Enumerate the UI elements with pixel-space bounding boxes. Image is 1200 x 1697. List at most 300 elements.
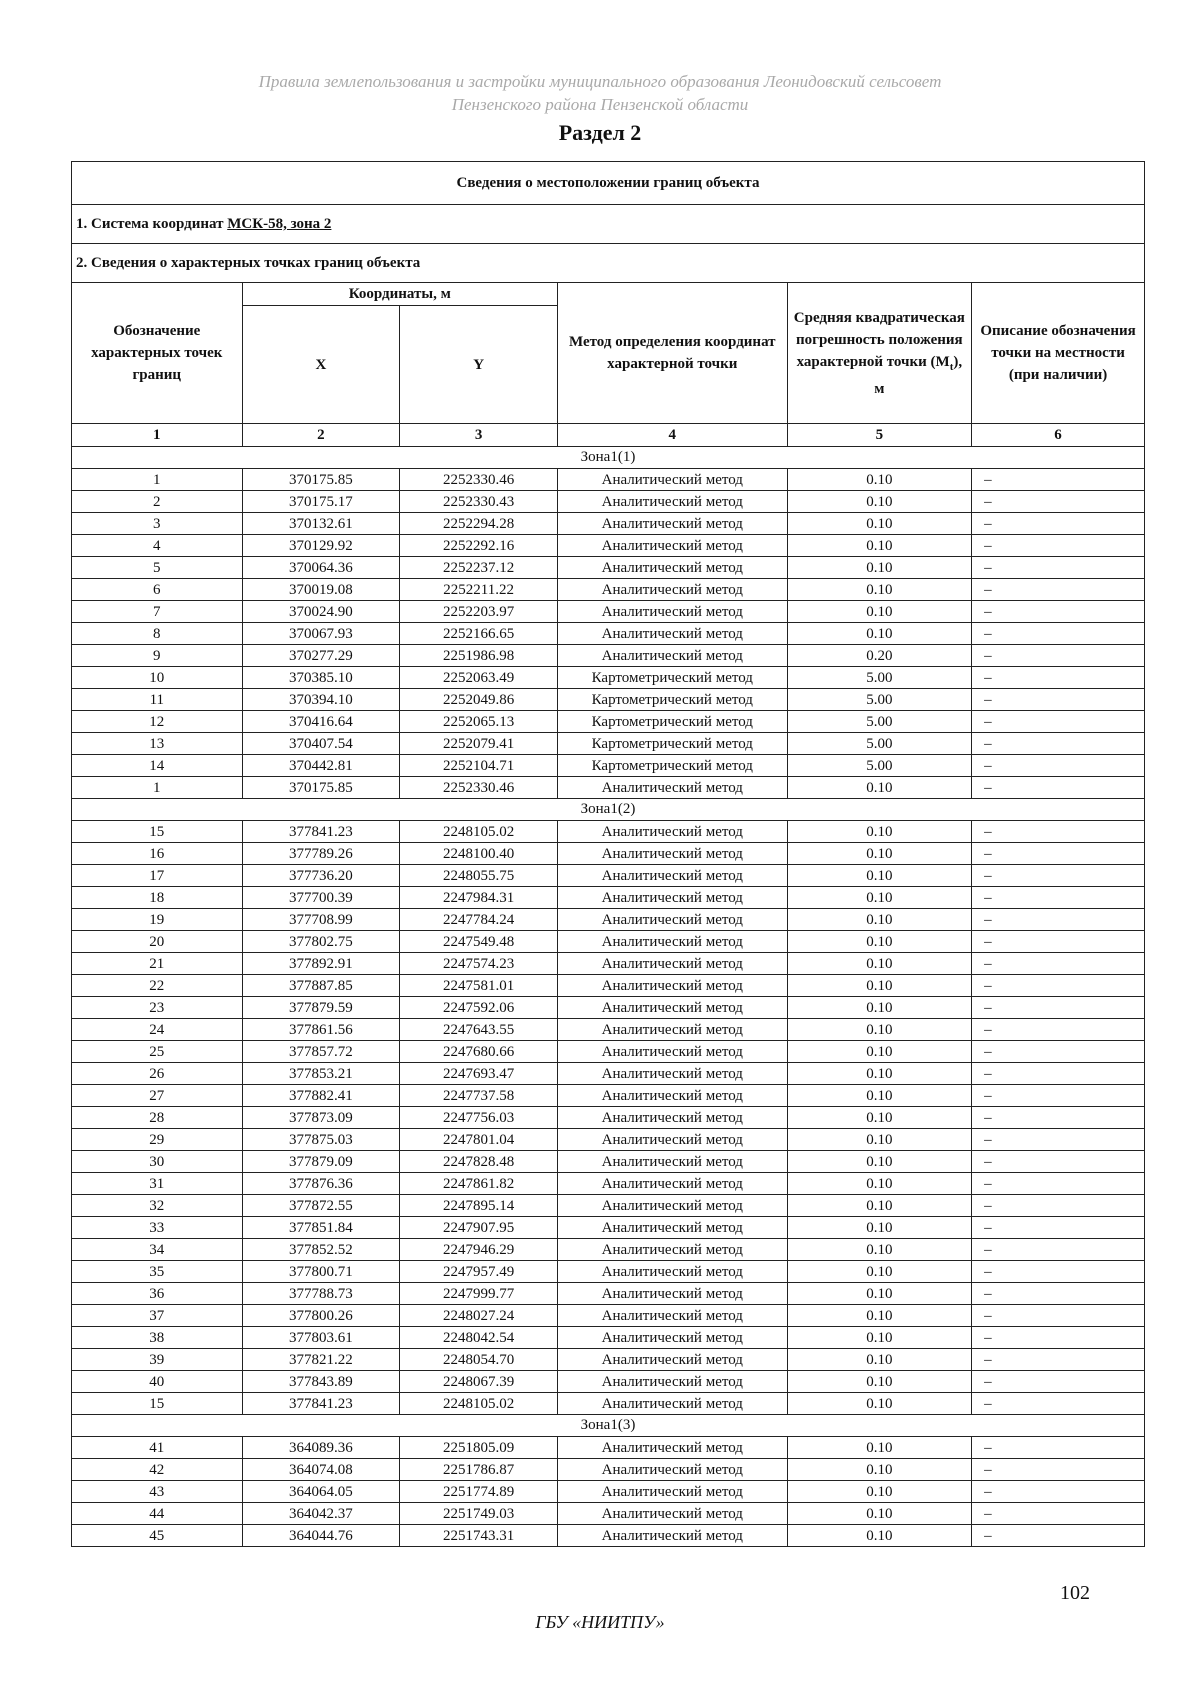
table-cell: 0.10 [787, 1151, 972, 1173]
table-cell: 364089.36 [242, 1437, 400, 1459]
table-cell: 2251743.31 [400, 1525, 558, 1547]
table-cell: Аналитический метод [557, 1217, 787, 1239]
table-cell: Аналитический метод [557, 1437, 787, 1459]
table-cell: Аналитический метод [557, 1283, 787, 1305]
table-cell: 0.10 [787, 821, 972, 843]
column-number: 3 [400, 424, 558, 447]
table-row [72, 579, 1145, 601]
table-cell: 0.10 [787, 469, 972, 491]
table-cell: 0.10 [787, 1327, 972, 1349]
table-cell: 2248100.40 [400, 843, 558, 865]
table-cell: – [972, 557, 1145, 579]
table-cell: 0.10 [787, 777, 972, 799]
table-cell: 34 [72, 1239, 243, 1261]
table-cell: 2247693.47 [400, 1063, 558, 1085]
table-cell: 0.10 [787, 1283, 972, 1305]
table-cell: 2251774.89 [400, 1481, 558, 1503]
table-cell: 2248055.75 [400, 865, 558, 887]
table-row [72, 821, 1145, 843]
table-cell: 2247828.48 [400, 1151, 558, 1173]
table-cell: 2252294.28 [400, 513, 558, 535]
table-cell: 20 [72, 931, 243, 953]
table-cell: 377851.84 [242, 1217, 400, 1239]
table-cell: 5 [72, 557, 243, 579]
table-cell: 19 [72, 909, 243, 931]
table-cell: Аналитический метод [557, 1525, 787, 1547]
table-cell: 0.10 [787, 1503, 972, 1525]
table-cell: 2252330.43 [400, 491, 558, 513]
table-cell: 377852.52 [242, 1239, 400, 1261]
table-cell: – [972, 491, 1145, 513]
table-cell: 370129.92 [242, 535, 400, 557]
table-cell: 0.10 [787, 1063, 972, 1085]
table-cell: Аналитический метод [557, 1327, 787, 1349]
table-cell: 5.00 [787, 711, 972, 733]
table-cell: Аналитический метод [557, 909, 787, 931]
table-cell: – [972, 1107, 1145, 1129]
table-row [72, 1349, 1145, 1371]
table-cell: Аналитический метод [557, 1261, 787, 1283]
table-cell: 370024.90 [242, 601, 400, 623]
table-cell: Аналитический метод [557, 953, 787, 975]
table-cell: Аналитический метод [557, 1195, 787, 1217]
table-cell: – [972, 689, 1145, 711]
header-description: Описание обозначения точки на местности (при наличии) [972, 283, 1145, 424]
table-cell: – [972, 1503, 1145, 1525]
table-cell: 44 [72, 1503, 243, 1525]
table-cell: 40 [72, 1371, 243, 1393]
table-cell: 2247801.04 [400, 1129, 558, 1151]
table-body [72, 162, 1145, 1547]
table-row [72, 887, 1145, 909]
table-cell: – [972, 1305, 1145, 1327]
header-error-subscript: t [949, 360, 954, 373]
table-cell: 377882.41 [242, 1085, 400, 1107]
table-cell: 0.10 [787, 1129, 972, 1151]
table-row [72, 1481, 1145, 1503]
table-cell: 42 [72, 1459, 243, 1481]
table-row [72, 1019, 1145, 1041]
boundary-points-table [71, 161, 1145, 1547]
table-cell: Аналитический метод [557, 997, 787, 1019]
header-error [787, 283, 972, 424]
table-cell: 36 [72, 1283, 243, 1305]
table-cell: 22 [72, 975, 243, 997]
table-row [72, 623, 1145, 645]
table-cell: 2252065.13 [400, 711, 558, 733]
column-header-row-1 [72, 283, 1145, 306]
table-cell: 0.10 [787, 997, 972, 1019]
table-cell: – [972, 953, 1145, 975]
table-cell: 2247984.31 [400, 887, 558, 909]
header-error-unit: ), м [874, 353, 963, 397]
table-cell: 0.10 [787, 1393, 972, 1415]
header-method: Метод определения координат характерной точки [557, 283, 787, 424]
table-cell: 0.20 [787, 645, 972, 667]
table-cell: 0.10 [787, 1261, 972, 1283]
table-cell: Аналитический метод [557, 821, 787, 843]
table-cell: 0.10 [787, 887, 972, 909]
table-cell: 0.10 [787, 1107, 972, 1129]
table-cell: 0.10 [787, 557, 972, 579]
table-cell: – [972, 887, 1145, 909]
table-cell: 0.10 [787, 1459, 972, 1481]
table-cell: 370407.54 [242, 733, 400, 755]
table-row [72, 777, 1145, 799]
header-designation: Обозначение характерных точек границ [72, 283, 243, 424]
table-cell: 0.10 [787, 1239, 972, 1261]
table-cell: Аналитический метод [557, 1481, 787, 1503]
table-cell: 370416.64 [242, 711, 400, 733]
column-number: 1 [72, 424, 243, 447]
table-cell: 35 [72, 1261, 243, 1283]
table-row [72, 953, 1145, 975]
table-cell: – [972, 997, 1145, 1019]
table-cell: 32 [72, 1195, 243, 1217]
table-cell: 364074.08 [242, 1459, 400, 1481]
table-cell: 16 [72, 843, 243, 865]
coord-system-cell [72, 205, 1145, 244]
table-row [72, 689, 1145, 711]
table-cell: 18 [72, 887, 243, 909]
table-cell: 30 [72, 1151, 243, 1173]
table-cell: Аналитический метод [557, 645, 787, 667]
table-cell: 5.00 [787, 667, 972, 689]
table-cell: 0.10 [787, 1305, 972, 1327]
table-cell: 2247999.77 [400, 1283, 558, 1305]
table-row [72, 1393, 1145, 1415]
table-cell: – [972, 469, 1145, 491]
table-cell: 370175.85 [242, 777, 400, 799]
table-cell: – [972, 1525, 1145, 1547]
table-cell: – [972, 821, 1145, 843]
table-row [72, 469, 1145, 491]
table-row [72, 1085, 1145, 1107]
table-row [72, 1063, 1145, 1085]
table-cell: 2247592.06 [400, 997, 558, 1019]
table-cell: 0.10 [787, 909, 972, 931]
table-cell: 0.10 [787, 579, 972, 601]
table-cell: 28 [72, 1107, 243, 1129]
table-cell: 7 [72, 601, 243, 623]
table-row [72, 931, 1145, 953]
table-cell: – [972, 711, 1145, 733]
table-cell: 13 [72, 733, 243, 755]
column-number: 6 [972, 424, 1145, 447]
table-cell: – [972, 1195, 1145, 1217]
table-cell: – [972, 1437, 1145, 1459]
table-cell: 2248042.54 [400, 1327, 558, 1349]
table-cell: 2247756.03 [400, 1107, 558, 1129]
table-cell: Аналитический метод [557, 601, 787, 623]
table-row [72, 513, 1145, 535]
table-cell: – [972, 1173, 1145, 1195]
table-cell: – [972, 975, 1145, 997]
table-cell: 377788.73 [242, 1283, 400, 1305]
table-cell: 2247957.49 [400, 1261, 558, 1283]
table-cell: – [972, 1217, 1145, 1239]
table-cell: 377821.22 [242, 1349, 400, 1371]
table-row [72, 1305, 1145, 1327]
table-cell: – [972, 645, 1145, 667]
table-row [72, 711, 1145, 733]
table-cell: 0.10 [787, 1085, 972, 1107]
table-cell: 377841.23 [242, 1393, 400, 1415]
table-cell: 377857.72 [242, 1041, 400, 1063]
table-row [72, 1437, 1145, 1459]
table-cell: 370442.81 [242, 755, 400, 777]
table-cell: 377843.89 [242, 1371, 400, 1393]
table-cell: – [972, 733, 1145, 755]
table-cell: 27 [72, 1085, 243, 1107]
header-error-text: Средняя квадратическая погрешность положения характерной точки (M [793, 309, 965, 370]
table-cell: – [972, 843, 1145, 865]
table-cell: 377800.26 [242, 1305, 400, 1327]
table-cell: 377876.36 [242, 1173, 400, 1195]
table-cell: 377700.39 [242, 887, 400, 909]
table-cell: Аналитический метод [557, 843, 787, 865]
table-cell: 0.10 [787, 865, 972, 887]
footer-organization: ГБУ «НИИТПУ» [535, 1612, 665, 1632]
table-cell: 364042.37 [242, 1503, 400, 1525]
table-row [72, 1217, 1145, 1239]
table-cell: 2252166.65 [400, 623, 558, 645]
table-cell: 377872.55 [242, 1195, 400, 1217]
table-cell: Аналитический метод [557, 1019, 787, 1041]
table-cell: Аналитический метод [557, 1349, 787, 1371]
table-cell: 2248027.24 [400, 1305, 558, 1327]
table-cell: 2252292.16 [400, 535, 558, 557]
table-cell: Аналитический метод [557, 469, 787, 491]
table-cell: 8 [72, 623, 243, 645]
table-cell: 10 [72, 667, 243, 689]
table-cell: 3 [72, 513, 243, 535]
table-cell: – [972, 623, 1145, 645]
table-row [72, 1239, 1145, 1261]
column-number: 5 [787, 424, 972, 447]
table-cell: 23 [72, 997, 243, 1019]
table-cell: 0.10 [787, 953, 972, 975]
table-cell: 0.10 [787, 491, 972, 513]
table-title-row [72, 162, 1145, 205]
table-cell: Аналитический метод [557, 1173, 787, 1195]
table-cell: 2252237.12 [400, 557, 558, 579]
table-cell: – [972, 1261, 1145, 1283]
table-cell: Аналитический метод [557, 513, 787, 535]
table-cell: 377736.20 [242, 865, 400, 887]
zone-label: Зона1(2) [72, 799, 1145, 821]
table-row [72, 491, 1145, 513]
table-cell: – [972, 513, 1145, 535]
table-cell: 2248067.39 [400, 1371, 558, 1393]
table-cell: – [972, 1459, 1145, 1481]
table-cell: 370385.10 [242, 667, 400, 689]
table-cell: 0.10 [787, 843, 972, 865]
table-cell: Аналитический метод [557, 777, 787, 799]
table-row [72, 1129, 1145, 1151]
table-cell: 5.00 [787, 733, 972, 755]
table-cell: Аналитический метод [557, 579, 787, 601]
table-cell: Аналитический метод [557, 1107, 787, 1129]
table-cell: 377708.99 [242, 909, 400, 931]
table-cell: 39 [72, 1349, 243, 1371]
table-cell: 15 [72, 821, 243, 843]
table-cell: 38 [72, 1327, 243, 1349]
table-cell: 0.10 [787, 1217, 972, 1239]
table-cell: 12 [72, 711, 243, 733]
table-cell: 31 [72, 1173, 243, 1195]
table-cell: 370064.36 [242, 557, 400, 579]
table-cell: 24 [72, 1019, 243, 1041]
table-cell: 377875.03 [242, 1129, 400, 1151]
table-cell: 2247737.58 [400, 1085, 558, 1107]
header-x: X [242, 306, 400, 424]
table-cell: 0.10 [787, 1173, 972, 1195]
table-cell: 33 [72, 1217, 243, 1239]
table-row [72, 1173, 1145, 1195]
table-cell: Аналитический метод [557, 1239, 787, 1261]
table-cell: – [972, 931, 1145, 953]
table-cell: 6 [72, 579, 243, 601]
table-row [72, 601, 1145, 623]
table-cell: 377879.59 [242, 997, 400, 1019]
table-cell: Аналитический метод [557, 931, 787, 953]
table-cell: Картометрический метод [557, 733, 787, 755]
table-cell: Аналитический метод [557, 1459, 787, 1481]
column-number: 2 [242, 424, 400, 447]
table-cell: 1 [72, 469, 243, 491]
table-cell: Аналитический метод [557, 1085, 787, 1107]
table-cell: 43 [72, 1481, 243, 1503]
table-cell: – [972, 1063, 1145, 1085]
table-cell: 377841.23 [242, 821, 400, 843]
table-cell: 2252049.86 [400, 689, 558, 711]
table-cell: – [972, 1481, 1145, 1503]
coord-system-row [72, 205, 1145, 244]
table-cell: 45 [72, 1525, 243, 1547]
table-cell: – [972, 535, 1145, 557]
table-cell: Картометрический метод [557, 755, 787, 777]
table-cell: 0.10 [787, 1195, 972, 1217]
running-header [0, 70, 1200, 116]
table-row [72, 909, 1145, 931]
table-cell: 370175.17 [242, 491, 400, 513]
column-number: 4 [557, 424, 787, 447]
table-cell: 364064.05 [242, 1481, 400, 1503]
table-cell: 2252203.97 [400, 601, 558, 623]
table-cell: 2252079.41 [400, 733, 558, 755]
table-cell: 2252063.49 [400, 667, 558, 689]
table-cell: 0.10 [787, 1349, 972, 1371]
table-row [72, 865, 1145, 887]
table-cell: 1 [72, 777, 243, 799]
table-cell: – [972, 601, 1145, 623]
table-row [72, 997, 1145, 1019]
column-number-row [72, 424, 1145, 447]
table-row [72, 975, 1145, 997]
table-row [72, 1371, 1145, 1393]
table-cell: – [972, 1371, 1145, 1393]
table-cell: 2247643.55 [400, 1019, 558, 1041]
table-cell: 377892.91 [242, 953, 400, 975]
table-cell: 41 [72, 1437, 243, 1459]
table-cell: 370277.29 [242, 645, 400, 667]
table-cell: Картометрический метод [557, 689, 787, 711]
table-cell: 2248054.70 [400, 1349, 558, 1371]
table-cell: 2247581.01 [400, 975, 558, 997]
table-row [72, 645, 1145, 667]
table-cell: 0.10 [787, 513, 972, 535]
table-row [72, 1525, 1145, 1547]
table-row [72, 535, 1145, 557]
table-cell: 0.10 [787, 1041, 972, 1063]
table-cell: 370175.85 [242, 469, 400, 491]
table-cell: 370132.61 [242, 513, 400, 535]
table-cell: 25 [72, 1041, 243, 1063]
coord-system-value: МСК-58, зона 2 [227, 215, 332, 232]
table-cell: 9 [72, 645, 243, 667]
table-cell: Аналитический метод [557, 1151, 787, 1173]
table-cell: 364044.76 [242, 1525, 400, 1547]
table-cell: 0.10 [787, 931, 972, 953]
table-cell: Аналитический метод [557, 975, 787, 997]
table-cell: Аналитический метод [557, 1393, 787, 1415]
coord-system-label: 1. Система координат [76, 215, 228, 232]
table-cell: – [972, 1019, 1145, 1041]
table-cell: 2247895.14 [400, 1195, 558, 1217]
table-cell: 2247549.48 [400, 931, 558, 953]
table-cell: 370019.08 [242, 579, 400, 601]
zone-row [72, 447, 1145, 469]
header-coordinates: Координаты, м [242, 283, 557, 306]
table-cell: 5.00 [787, 689, 972, 711]
running-header-line-1: Правила землепользования и застройки муниципального образования Леонидовский сельсовет [258, 72, 942, 91]
table-cell: 0.10 [787, 1525, 972, 1547]
table-cell: Аналитический метод [557, 1305, 787, 1327]
table-cell: 4 [72, 535, 243, 557]
table-cell: – [972, 1327, 1145, 1349]
table-row [72, 557, 1145, 579]
table-cell: 2252104.71 [400, 755, 558, 777]
table-cell: 377879.09 [242, 1151, 400, 1173]
table-cell: Аналитический метод [557, 887, 787, 909]
table-cell: 14 [72, 755, 243, 777]
table-cell: – [972, 1129, 1145, 1151]
header-y: Y [400, 306, 558, 424]
table-cell: 17 [72, 865, 243, 887]
table-cell: 0.10 [787, 623, 972, 645]
table-row [72, 1107, 1145, 1129]
table-cell: 2251986.98 [400, 645, 558, 667]
table-cell: 2252330.46 [400, 469, 558, 491]
table-cell: 377873.09 [242, 1107, 400, 1129]
table-cell: 377861.56 [242, 1019, 400, 1041]
table-cell: 0.10 [787, 975, 972, 997]
table-cell: – [972, 1239, 1145, 1261]
table-row [72, 1151, 1145, 1173]
table-cell: 2251749.03 [400, 1503, 558, 1525]
table-row [72, 1503, 1145, 1525]
table-cell: – [972, 1349, 1145, 1371]
table-cell: 15 [72, 1393, 243, 1415]
table-cell: 2247946.29 [400, 1239, 558, 1261]
table-cell: 377789.26 [242, 843, 400, 865]
table-cell: 26 [72, 1063, 243, 1085]
table-cell: 2247861.82 [400, 1173, 558, 1195]
table-cell: 377803.61 [242, 1327, 400, 1349]
running-header-line-2: Пензенского района Пензенской области [451, 95, 749, 114]
table-title: Сведения о местоположении границ объекта [72, 162, 1145, 205]
